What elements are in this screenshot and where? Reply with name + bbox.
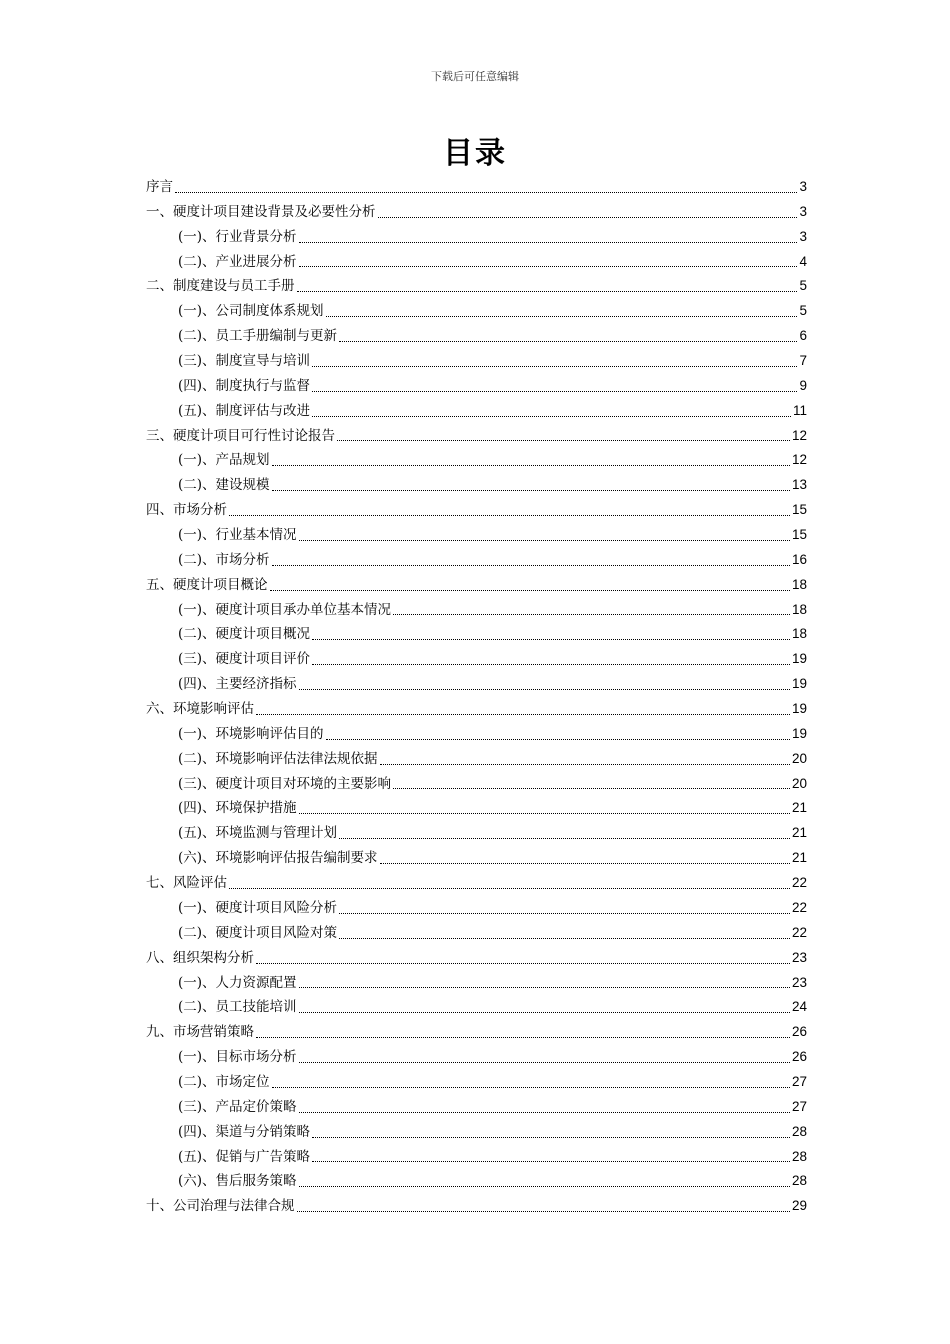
toc-page-number: 22 — [791, 924, 807, 940]
toc-page-number: 22 — [791, 899, 807, 915]
toc-dot-leader — [272, 490, 790, 491]
toc-entry-label: (二)、环境影响评估法律法规依据 — [178, 750, 378, 767]
toc-entry-label: (一)、硬度计项目承办单位基本情况 — [178, 601, 392, 618]
toc-dot-leader — [272, 465, 790, 466]
toc-page-number: 5 — [799, 303, 807, 319]
toc-entry-label: 五、硬度计项目概论 — [146, 576, 268, 593]
toc-dot-leader — [299, 1062, 790, 1063]
toc-page-number: 7 — [799, 353, 807, 369]
toc-page-number: 6 — [799, 328, 807, 344]
toc-entry-label: (二)、员工技能培训 — [178, 999, 297, 1016]
toc-section-entry[interactable] — [146, 573, 807, 598]
toc-subsection-entry[interactable] — [146, 1120, 807, 1145]
toc-subsection-entry[interactable] — [146, 1045, 807, 1070]
toc-entry-label: (一)、行业背景分析 — [178, 228, 297, 245]
toc-subsection-entry[interactable] — [146, 971, 807, 996]
toc-subsection-entry[interactable] — [146, 672, 807, 697]
toc-dot-leader — [339, 938, 790, 939]
toc-entry-label: (六)、环境影响评估报告编制要求 — [178, 850, 378, 867]
toc-page-number: 29 — [791, 1198, 807, 1214]
toc-section-entry[interactable] — [146, 697, 807, 722]
toc-section-entry[interactable] — [146, 871, 807, 896]
toc-page-number: 15 — [791, 527, 807, 543]
toc-entry-label: (三)、硬度计项目对环境的主要影响 — [178, 775, 392, 792]
toc-dot-leader — [229, 888, 790, 889]
toc-subsection-entry[interactable] — [146, 995, 807, 1020]
toc-entry-label: 一、硬度计项目建设背景及必要性分析 — [146, 203, 376, 220]
toc-dot-leader — [272, 565, 790, 566]
toc-dot-leader — [339, 913, 790, 914]
toc-section-entry[interactable] — [146, 175, 807, 200]
toc-entry-label: (三)、产品定价策略 — [178, 1098, 297, 1115]
toc-entry-label: (三)、硬度计项目评价 — [178, 651, 311, 668]
toc-entry-label: 序言 — [146, 179, 173, 195]
toc-dot-leader — [299, 540, 790, 541]
toc-dot-leader — [175, 192, 797, 193]
toc-entry-label: 四、市场分析 — [146, 502, 227, 519]
toc-dot-leader — [299, 1012, 790, 1013]
toc-subsection-entry[interactable] — [146, 349, 807, 374]
toc-page-number: 9 — [799, 377, 807, 393]
toc-page-number: 19 — [791, 651, 807, 667]
toc-subsection-entry[interactable] — [146, 324, 807, 349]
toc-page-number: 24 — [791, 999, 807, 1015]
toc-section-entry[interactable] — [146, 424, 807, 449]
toc-page-number: 26 — [791, 1024, 807, 1040]
toc-subsection-entry[interactable] — [146, 1095, 807, 1120]
toc-entry-label: 七、风险评估 — [146, 875, 227, 892]
toc-subsection-entry[interactable] — [146, 846, 807, 871]
toc-entry-label: (二)、建设规模 — [178, 477, 270, 494]
toc-subsection-entry[interactable] — [146, 622, 807, 647]
toc-entry-label: (二)、硬度计项目概况 — [178, 626, 311, 643]
toc-entry-label: (五)、促销与广告策略 — [178, 1148, 311, 1165]
toc-page-number: 12 — [791, 452, 807, 468]
toc-subsection-entry[interactable] — [146, 399, 807, 424]
toc-entry-label: (一)、行业基本情况 — [178, 527, 297, 544]
toc-subsection-entry[interactable] — [146, 225, 807, 250]
toc-page-number: 21 — [791, 850, 807, 866]
toc-dot-leader — [337, 440, 790, 441]
toc-section-entry[interactable] — [146, 274, 807, 299]
toc-dot-leader — [378, 217, 798, 218]
toc-subsection-entry[interactable] — [146, 448, 807, 473]
toc-page-number: 20 — [791, 750, 807, 766]
toc-page-number: 28 — [791, 1123, 807, 1139]
toc-dot-leader — [339, 341, 797, 342]
toc-entry-label: (四)、主要经济指标 — [178, 676, 297, 693]
toc-dot-leader — [380, 764, 790, 765]
toc-entry-label: (六)、售后服务策略 — [178, 1173, 297, 1190]
toc-subsection-entry[interactable] — [146, 1169, 807, 1194]
toc-page-number: 21 — [791, 800, 807, 816]
toc-subsection-entry[interactable] — [146, 722, 807, 747]
toc-dot-leader — [229, 515, 790, 516]
toc-dot-leader — [299, 987, 790, 988]
toc-dot-leader — [393, 614, 790, 615]
toc-entry-label: (二)、市场定位 — [178, 1073, 270, 1090]
toc-page-number: 21 — [791, 825, 807, 841]
toc-section-entry[interactable] — [146, 1194, 807, 1219]
toc-dot-leader — [326, 316, 798, 317]
toc-subsection-entry[interactable] — [146, 821, 807, 846]
toc-dot-leader — [256, 1037, 790, 1038]
toc-entry-label: (一)、人力资源配置 — [178, 974, 297, 991]
toc-section-entry[interactable] — [146, 200, 807, 225]
toc-entry-label: (二)、硬度计项目风险对策 — [178, 924, 338, 941]
toc-page-number: 18 — [791, 576, 807, 592]
toc-dot-leader — [312, 639, 790, 640]
toc-page-number: 13 — [791, 477, 807, 493]
toc-page-number: 15 — [791, 502, 807, 518]
toc-page-number: 27 — [791, 1098, 807, 1114]
toc-dot-leader — [312, 1137, 790, 1138]
toc-dot-leader — [312, 416, 791, 417]
toc-entry-label: (二)、产业进展分析 — [178, 253, 297, 270]
toc-subsection-entry[interactable] — [146, 772, 807, 797]
toc-subsection-entry[interactable] — [146, 747, 807, 772]
toc-page-number: 20 — [791, 775, 807, 791]
toc-entry-label: 八、组织架构分析 — [146, 949, 254, 966]
toc-page-number: 18 — [791, 601, 807, 617]
toc-subsection-entry[interactable] — [146, 250, 807, 275]
toc-entry-label: 六、环境影响评估 — [146, 701, 254, 718]
toc-subsection-entry[interactable] — [146, 1070, 807, 1095]
toc-dot-leader — [256, 714, 790, 715]
toc-page-number: 3 — [799, 179, 807, 194]
toc-page-number: 11 — [792, 402, 807, 418]
toc-page-number: 27 — [791, 1073, 807, 1089]
toc-dot-leader — [299, 1186, 790, 1187]
toc-dot-leader — [380, 863, 790, 864]
toc-subsection-entry[interactable] — [146, 598, 807, 623]
toc-page-number: 19 — [791, 676, 807, 692]
toc-entry-label: (一)、目标市场分析 — [178, 1049, 297, 1066]
toc-subsection-entry[interactable] — [146, 523, 807, 548]
toc-page-number: 4 — [799, 253, 807, 269]
toc-entry-label: (五)、制度评估与改进 — [178, 402, 311, 419]
toc-page-number: 23 — [791, 974, 807, 990]
toc-subsection-entry[interactable] — [146, 896, 807, 921]
toc-dot-leader — [299, 266, 798, 267]
toc-dot-leader — [312, 1161, 790, 1162]
toc-dot-leader — [256, 963, 790, 964]
toc-subsection-entry[interactable] — [146, 548, 807, 573]
toc-page-number: 22 — [791, 875, 807, 891]
toc-page-number: 3 — [799, 203, 807, 219]
toc-entry-label: (一)、环境影响评估目的 — [178, 725, 324, 742]
toc-dot-leader — [312, 366, 797, 367]
toc-subsection-entry[interactable] — [146, 299, 807, 324]
toc-page-number: 28 — [791, 1148, 807, 1164]
toc-entry-label: 二、制度建设与员工手册 — [146, 278, 295, 295]
toc-dot-leader — [312, 391, 797, 392]
toc-subsection-entry[interactable] — [146, 647, 807, 672]
toc-dot-leader — [299, 813, 790, 814]
toc-dot-leader — [312, 664, 790, 665]
toc-section-entry[interactable] — [146, 946, 807, 971]
toc-entry-label: 十、公司治理与法律合规 — [146, 1198, 295, 1215]
toc-entry-label: (三)、制度宣导与培训 — [178, 353, 311, 370]
toc-entry-label: (四)、制度执行与监督 — [178, 377, 311, 394]
toc-dot-leader — [272, 1087, 790, 1088]
toc-subsection-entry[interactable] — [146, 921, 807, 946]
table-of-contents — [146, 175, 807, 1219]
header-note: 下载后可任意编辑 — [431, 70, 519, 83]
toc-dot-leader — [299, 242, 798, 243]
toc-page-number: 12 — [791, 427, 807, 443]
toc-page-number: 16 — [791, 551, 807, 567]
toc-page-number: 23 — [791, 949, 807, 965]
toc-entry-label: (一)、产品规划 — [178, 452, 270, 469]
toc-subsection-entry[interactable] — [146, 374, 807, 399]
toc-page-number: 26 — [791, 1049, 807, 1065]
page-title: 目录 — [443, 136, 507, 171]
toc-dot-leader — [299, 689, 790, 690]
toc-entry-label: (四)、环境保护措施 — [178, 800, 297, 817]
toc-dot-leader — [297, 291, 798, 292]
toc-dot-leader — [339, 838, 790, 839]
toc-page-number: 18 — [791, 626, 807, 642]
toc-entry-label: 九、市场营销策略 — [146, 1024, 254, 1041]
toc-subsection-entry[interactable] — [146, 1145, 807, 1170]
toc-page-number: 5 — [799, 278, 807, 294]
toc-page-number: 28 — [791, 1173, 807, 1189]
toc-page-number: 19 — [791, 725, 807, 741]
toc-dot-leader — [299, 1112, 790, 1113]
toc-page-number: 19 — [791, 701, 807, 717]
toc-section-entry[interactable] — [146, 498, 807, 523]
toc-entry-label: (一)、硬度计项目风险分析 — [178, 899, 338, 916]
toc-dot-leader — [270, 590, 790, 591]
toc-entry-label: (四)、渠道与分销策略 — [178, 1123, 311, 1140]
toc-dot-leader — [297, 1211, 790, 1212]
toc-entry-label: (二)、市场分析 — [178, 551, 270, 568]
toc-dot-leader — [326, 739, 790, 740]
toc-entry-label: (五)、环境监测与管理计划 — [178, 825, 338, 842]
toc-entry-label: 三、硬度计项目可行性讨论报告 — [146, 427, 335, 444]
toc-page-number: 3 — [799, 228, 807, 244]
toc-subsection-entry[interactable] — [146, 473, 807, 498]
toc-dot-leader — [393, 788, 790, 789]
toc-entry-label: (二)、员工手册编制与更新 — [178, 328, 338, 345]
toc-entry-label: (一)、公司制度体系规划 — [178, 303, 324, 320]
toc-section-entry[interactable] — [146, 1020, 807, 1045]
toc-subsection-entry[interactable] — [146, 796, 807, 821]
